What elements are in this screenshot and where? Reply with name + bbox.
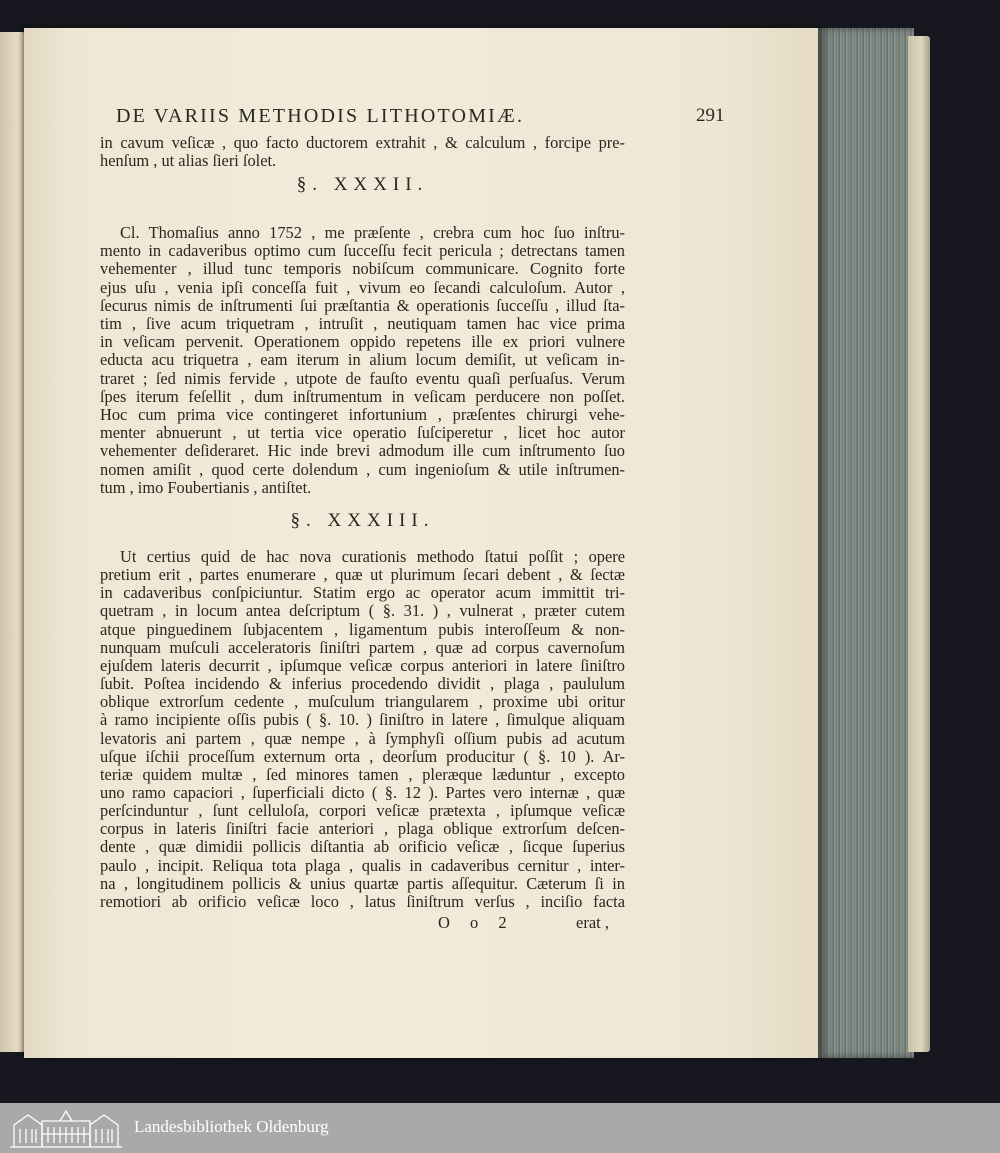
- text-line: oblique extrorſum cedente , muſculum triangularem , proxime ubi oritur: [100, 692, 625, 712]
- text-line: levatoris ani partem , quæ nempe , à ſymphyſi oſſium pubis ad acutum: [100, 728, 625, 748]
- text-line: in cadaveribus conſpiciuntur. Statim ergo ac operator acum immittit tri-: [100, 583, 625, 603]
- library-name: Landesbibliothek Oldenburg: [134, 1117, 329, 1136]
- text-line: dente , quæ dimidii pollicis diſtantia ab orificio veſicæ , ſicque ſuperius: [100, 837, 625, 857]
- previous-page-edge: [0, 32, 26, 1052]
- text-line: corpus in lateris ſiniſtri facie anteriori , plaga oblique extrorſum deſcen-: [100, 819, 625, 839]
- text-line: à ramo incipiente oſſis pubis ( §. 10. ) ſiniſtro in latere , ſimulque aliquam: [100, 710, 625, 730]
- text-line: vehementer deſideraret. Hic inde brevi admodum ille cum inſtrumento ſuo: [100, 441, 625, 461]
- text-line: ſecurus nimis de inſtrumenti ſui præſtantia & operationis ſucceſſu , illud ſta-: [100, 295, 625, 315]
- book-fore-edge: [818, 28, 914, 1058]
- library-footer: [0, 1103, 1000, 1153]
- text-line: perſcinduntur , ſunt celluloſa, corpori veſicæ prætexta , ipſumque veſicæ: [100, 801, 625, 821]
- section-heading: §. XXXIII.: [290, 510, 435, 531]
- text-line: ejus uſu , venia ipſi conceſſa fuit , vivum eo ſecandi calculoſum. Autor ,: [100, 277, 625, 297]
- text-line: teriæ quidem multæ , ſed minores tamen , pleræque læduntur , excepto: [100, 764, 625, 784]
- text-line: Cl. Thomaſius anno 1752 , me præſente , crebra cum hoc ſuo inſtru-: [120, 223, 625, 242]
- text-line: paulo , incipit. Reliqua tota plaga , qualis in cadaveribus cernitur , inter-: [100, 855, 625, 875]
- signature-mark: O o 2: [438, 913, 515, 932]
- text-line: Hoc cum prima vice contingeret infortunium , præſentes chirurgi vehe-: [100, 405, 625, 424]
- running-head: DE VARIIS METHODIS LITHOTOMIÆ.: [116, 105, 525, 127]
- library-building-logo-icon: [8, 1107, 124, 1149]
- text-line: traret ; ſed nimis fervide , utpote de fauſto eventu quaſi perſuaſus. Verum: [100, 368, 625, 388]
- text-line: ejuſdem lateris decurrit , ipſumque veſicæ corpus anteriori in latere ſiniſtro: [100, 655, 625, 675]
- text-line: vehementer , illud tunc temporis nobiſcum communicare. Cognito forte: [100, 259, 625, 279]
- text-line: nomen amiſit , quod certe dolendum , cum ingenioſum & utile inſtrumen-: [100, 459, 625, 479]
- text-line: remotiori ab orificio veſicæ loco , latus ſiniſtrum verſus , inciſio facta: [100, 891, 625, 911]
- book-cover-edge: [908, 36, 930, 1052]
- text-line: pretium erit , partes enumerare , quæ ut plurimum ſecari debent , & ſectæ: [100, 565, 625, 585]
- text-line: atque pinguedinem ſubjacentem , ligamentum pubis interoſſeum & non-: [100, 619, 625, 639]
- text-line: in cavum veſicæ , quo facto ductorem extrahit , & calculum , forcipe pre-: [100, 133, 625, 152]
- text-line: uſque iſchii proceſſum externum orta , deorſum producitur ( §. 10 ). Ar-: [100, 746, 625, 766]
- text-line: nunquam muſculi acceleratoris ſiniſtri partem , quæ ad corpus cavernoſum: [100, 637, 625, 657]
- text-line: na , longitudinem pollicis & unius quartæ partis aſſequitur. Cæterum ſi in: [100, 873, 625, 893]
- text-line: tum , imo Foubertianis , antiſtet.: [100, 477, 312, 497]
- text-line: ſpes iterum feſellit , dum inſtrumentum in veſicam perducere non poſſet.: [100, 386, 625, 406]
- text-line: educta acu triquetra , eam iterum in alium locum demiſit, ut veſicam in-: [100, 350, 625, 370]
- text-line: uno ramo capaciori , ſuperficiali dicto ( §. 12 ). Partes vero internæ , quæ: [100, 782, 625, 802]
- text-line: in veſicam pervenit. Operationem oppido repetens ille ex priori vulnere: [100, 332, 625, 352]
- text-line: ſubit. Poſtea incidendo & inferius procedendo dividit , plaga , paululum: [100, 674, 625, 694]
- text-line: mento in cadaveribus optimo cum ſucceſſu fecit pericula ; detrectans tamen: [100, 241, 625, 261]
- text-line: quetram , in locum antea deſcriptum ( §. 31. ) , vulnerat , præter cutem: [100, 601, 625, 621]
- section-heading: §. XXXII.: [296, 174, 429, 195]
- page-number: 291: [696, 105, 725, 126]
- text-line: menter abnuerunt , ut tertia vice operatio ſuſciperetur , licet hoc autor: [100, 423, 625, 443]
- text-line: tim , ſive acum triquetram , intruſit , neutiquam tamen hac vice prima: [100, 314, 625, 333]
- catchword: erat ,: [576, 913, 609, 932]
- text-line: henſum , ut alias ſieri ſolet.: [100, 151, 277, 170]
- text-line: Ut certius quid de hac nova curationis methodo ſtatui poſſit ; opere: [120, 547, 625, 566]
